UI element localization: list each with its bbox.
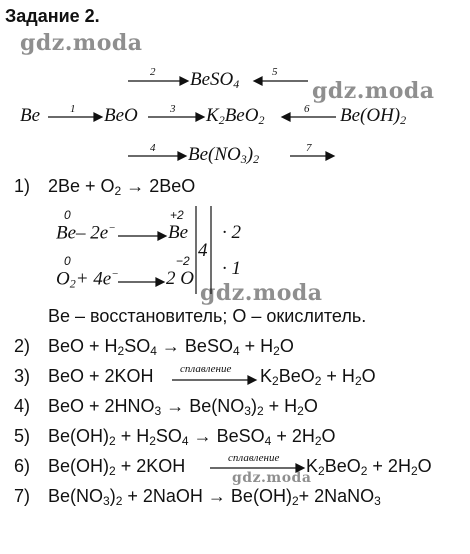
redox-summary: Be – восстановитель; O – окислитель. [48, 306, 367, 326]
equation-1: 1) $2Be + O_2 \to 2BeO$ [14, 176, 196, 198]
formula-k2beo2: $K_2BeO_2$ [206, 105, 265, 127]
oxidation-state: 0 [64, 208, 71, 222]
product-o: 2 O [166, 268, 194, 289]
formula-beno32: $Be(NO_3)_2$ [188, 144, 260, 166]
arrow-number: 5 [272, 66, 278, 78]
watermark: gdz.moda [232, 470, 312, 486]
half-reaction-o: $O_2+ 4e^-$ [56, 268, 119, 291]
formula-beso4: BeSO$_4$ [190, 69, 240, 91]
half-reaction-be: Be– 2e− [56, 222, 116, 244]
equation-6-products: $K_2BeO_2 + 2H_2O$ [306, 456, 432, 478]
coefficient: · 2 [222, 222, 241, 243]
coefficient: · 1 [222, 258, 241, 279]
arrow-condition: сплавление [180, 363, 232, 375]
task-title: Задание 2. [5, 6, 100, 26]
equation-5: 5) $Be(OH)_2 + H_2SO_4$ → BeSO$_4$ + $2H_2O$ [14, 426, 336, 448]
oxidation-state: −2 [176, 254, 190, 268]
equation-3-products: $K_2BeO_2 + H_2O$ [260, 366, 376, 388]
arrow-number: 2 [150, 66, 156, 78]
watermark: gdz.moda [20, 30, 143, 56]
equation-2: 2) BeO + $H_2SO_4$ → BeSO$_4$ + $H_2O$ [14, 336, 294, 358]
arrow-number: 3 [170, 103, 176, 115]
product-be: Be [168, 222, 189, 243]
equation-6: 6) $Be(OH)_2 + 2KOH$ [14, 456, 186, 478]
formula-be: Be [20, 105, 41, 126]
lcm: 4 [198, 240, 208, 261]
arrow-number: 6 [304, 103, 310, 115]
equation-3: 3) BeO + 2KOH [14, 366, 154, 386]
arrow-condition: сплавление [228, 452, 280, 464]
formula-beo: BeO [104, 105, 138, 126]
arrow-number: 4 [150, 142, 156, 154]
watermark: gdz.moda [312, 78, 435, 104]
watermark: gdz.moda [200, 280, 323, 306]
formula-beoh2: $Be(OH)_2$ [340, 105, 407, 127]
equation-4: 4) BeO + $2HNO_3 \to Be(NO_3)_2 + H_2O$ [14, 396, 318, 418]
arrow-number: 1 [70, 103, 76, 115]
equation-7: 7) $Be(NO_3)_2$ + 2NaOH → $Be(OH)_2+$ 2NaNO$_3$ [14, 486, 381, 508]
arrow-number: 7 [306, 142, 312, 154]
oxidation-state: 0 [64, 254, 71, 268]
oxidation-state: +2 [170, 208, 184, 222]
